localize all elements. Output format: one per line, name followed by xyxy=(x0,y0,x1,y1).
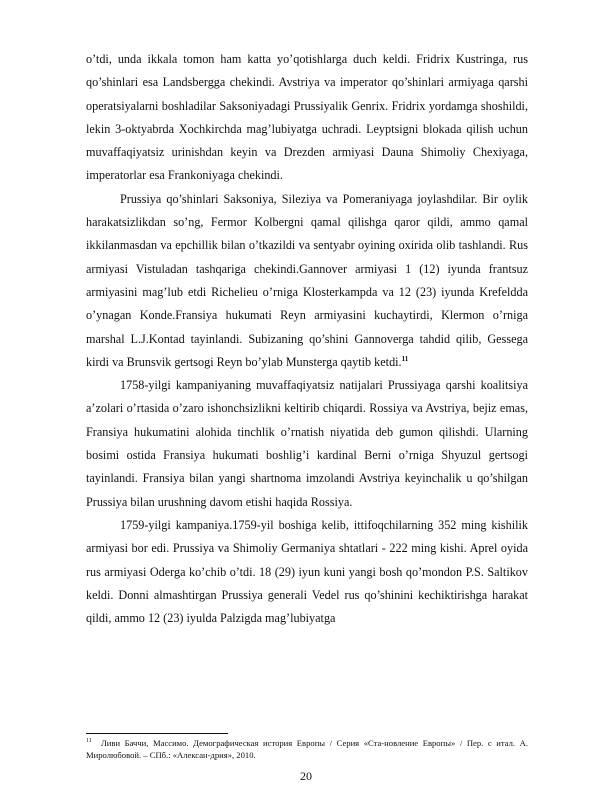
footnote-marker[interactable]: 11 xyxy=(401,354,409,363)
paragraph-3: 1758-yilgi kampaniyaning muvaffaqiyatsiz natijalari Prussiyaga qarshi koalitsiya a’zolari o’rtasida o’zaro ishonchsizlikni keltirib chiqardi. Rossiya va Avstriya, bejiz emas, Fransiya hukumatini alohida tinchlik o’rnatish niyatida deb gumon qilishdi. Ularning bosimi ostida Fransiya hukumati boshlig’i kardinal Berni o’rniga Shyuzul gertsogi tayinlandi. Fransiya bilan yangi shartnoma imzolandi Avstriya keyinchalik u qo’shilgan Prussiya bilan urushning davom etishi haqida Rossiya. xyxy=(86,378,528,509)
footnote xyxy=(86,737,528,761)
page-number: 20 xyxy=(300,769,312,783)
paragraph-2-text: Prussiya qo’shinlari Saksoniya, Sileziya va Pomeraniyaga joylashdilar. Bir oylik harakatsizlikdan so’ng, Fermor Kolbergni qamal qilishga qaror qildi, ammo qamal ikkilanmasdan va epchillik bilan o’tkazildi va sentyabr oyining oxirida olib tashlandi. Rus armiyasi Vistuladan tashqariga chekindi.Gannover armiyasi 1 (12) iyunda frantsuz armiyasini mag’lub etdi Richelieu o’rniga Klosterkampda va 12 (23) iyunda Krefeldda o’ynagan Konde.Fransiya hukumati Reyn armiyasini kuchaytirdi, Klermon o’rniga marshal L.J.Kontad tayinlandi. Subizaning qo’shini Gannoverga tahdid qilib, Gessega kirdi va Brunsvik gertsogi Reyn bo’ylab Munsterga qaytib ketdi. xyxy=(86,191,528,369)
document-body xyxy=(86,48,528,630)
paragraph-4: 1759-yilgi kampaniya.1759-yil boshiga kelib, ittifoqchilarning 352 ming kishilik armiyasi bor edi. Prussiya va Shimoliy Germaniya shtatlari - 222 ming kishi. Aprel oyida rus armiyasi Oderga ko’chib o’tdi. 18 (29) iyun kuni yangi bosh qo’mondon P.S. Saltikov keldi. Donni almashtirgan Prussiya generali Vedel rus qo’shinini kechiktirishga harakat qildi, ammo 12 (23) iyulda Palzigda mag’lubiyatga xyxy=(86,517,528,626)
footnote-text: Ливи Баччи, Массимо. Демографическая история Европы / Серия «Ста-новление Европы» / Пер. с итал. А. Миролюбовой. – СПб.: «Алексан-дрия», 2010. xyxy=(86,738,528,760)
footnote-divider xyxy=(86,733,228,734)
paragraph-2 xyxy=(86,188,528,374)
paragraph-1: o’tdi, unda ikkala tomon ham katta yo’qotishlarga duch keldi. Fridrix Kustringa, rus qo’shinlari esa Landsbergga chekindi. Avstriya va imperator qo’shinlari armiyaga qarshi operatsiyalarni boshladilar Saksoniyadagi Prussiyalik Genrix. Fridrix yordamga shoshildi, lekin 3-oktyabrda Xochkirchda mag’lubiyatga uchradi. Leyptsigni blokada qilish uchun muvaffaqiyatsiz urinishdan keyin va Drezden armiyasi Dauna Shimoliy Chexiyaga, imperatorlar esa Frankoniyaga chekindi. xyxy=(86,52,528,183)
footnote-number: 11 xyxy=(86,738,92,745)
